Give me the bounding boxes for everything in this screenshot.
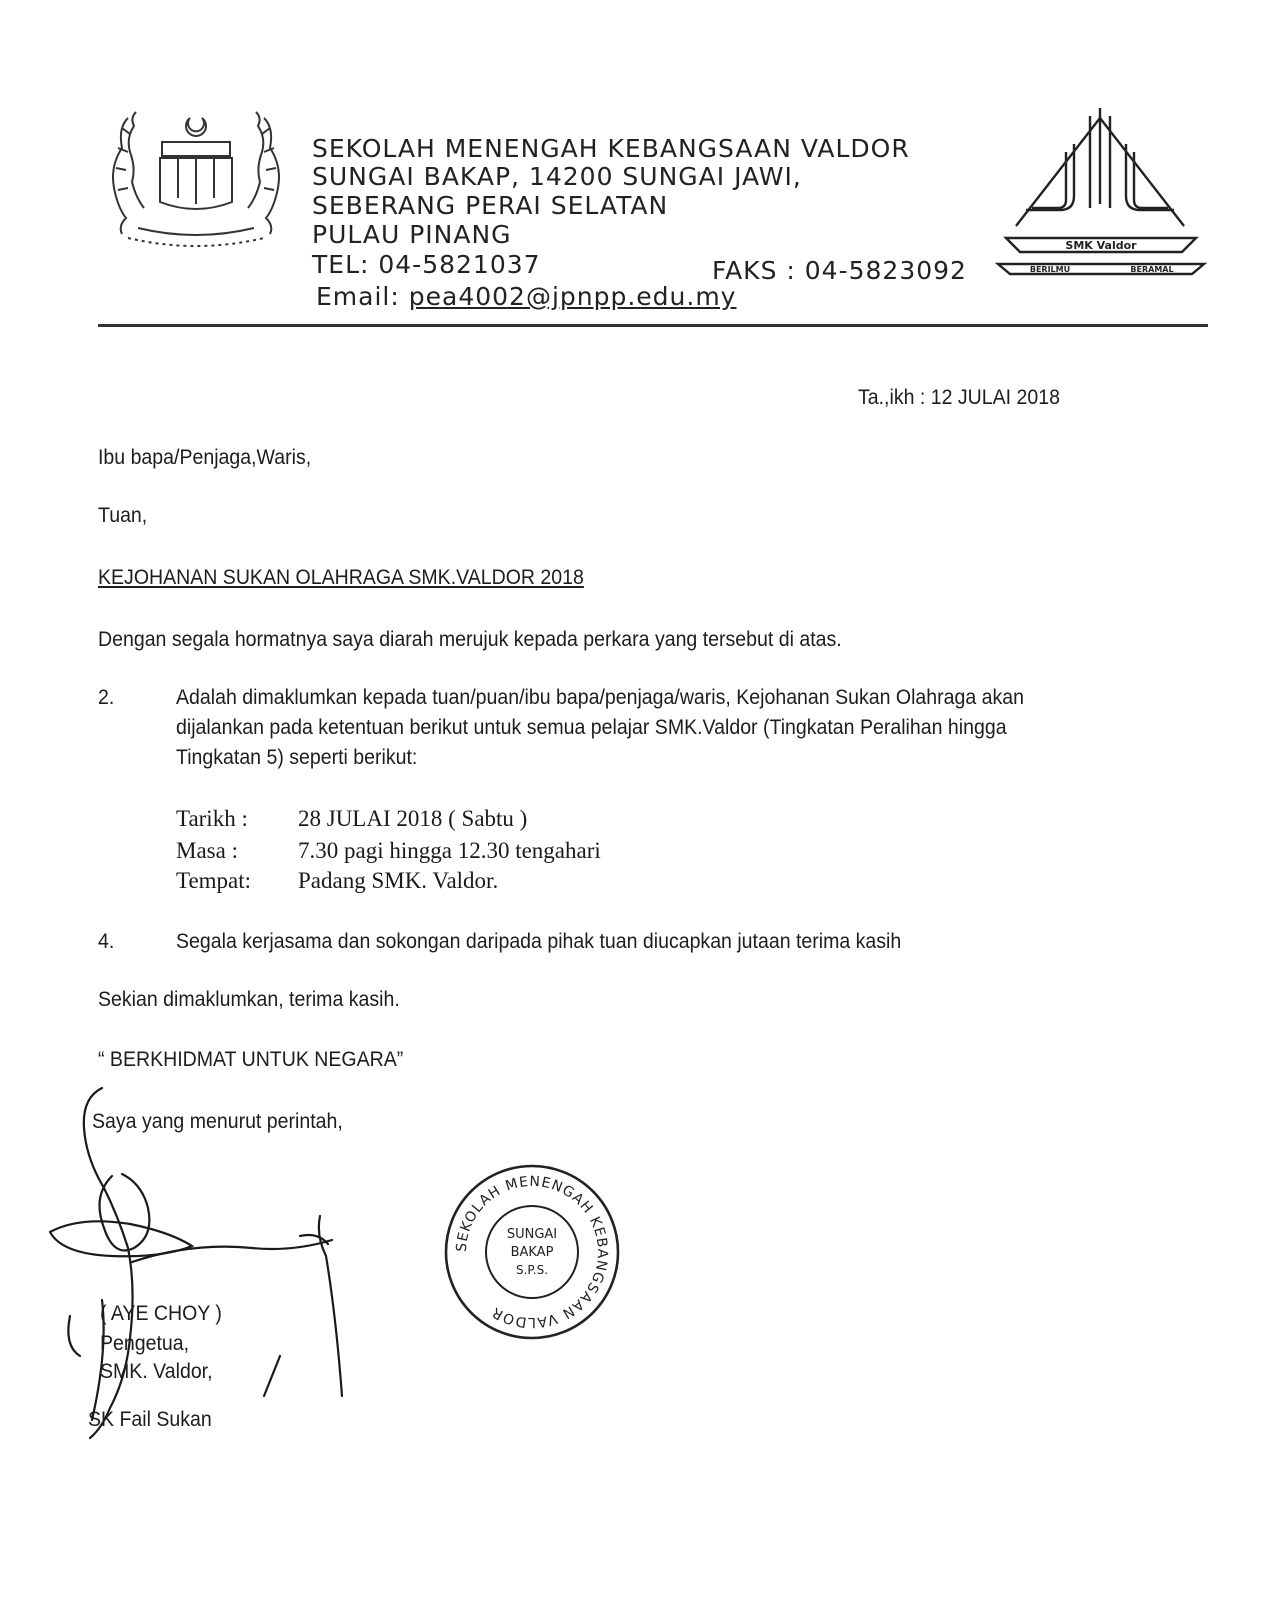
signatory-name: ( AYE CHOY ) <box>100 1302 222 1325</box>
detail-time-value: 7.30 pagi hingga 12.30 tengahari <box>298 838 601 863</box>
address-line-3: PULAU PINANG <box>312 220 512 249</box>
salutation: Tuan, <box>98 504 148 527</box>
recipient: Ibu bapa/Penjaga,Waris, <box>98 446 312 469</box>
logo-motto-right: BERAMAL <box>1130 265 1174 274</box>
signatory-school: SMK. Valdor, <box>100 1360 213 1383</box>
para-2-number: 2. <box>98 686 115 709</box>
stamp-center-line-3: S.P.S. <box>515 1263 549 1277</box>
jata-negara-crest-icon <box>98 98 294 270</box>
stamp-center-line-2: BAKAP <box>510 1245 554 1260</box>
email-link[interactable]: pea4002@jpnpp.edu.my <box>408 282 737 311</box>
logo-motto-left: BERILMU <box>1029 265 1071 274</box>
address-line-1: SUNGAI BAKAP, 14200 SUNGAI JAWI, <box>312 162 802 191</box>
detail-venue-value: Padang SMK. Valdor. <box>298 868 499 893</box>
telephone: TEL: 04-5821037 <box>312 250 541 279</box>
signoff: Saya yang menurut perintah, <box>92 1110 343 1133</box>
handwritten-signature <box>40 1066 370 1456</box>
subject: KEJOHANAN SUKAN OLAHRAGA SMK.VALDOR 2018 <box>98 566 584 589</box>
signatory-title: Pengetua, <box>100 1332 190 1355</box>
motto: “ BERKHIDMAT UNTUK NEGARA” <box>98 1048 404 1071</box>
closing-line: Sekian dimaklumkan, terima kasih. <box>98 988 400 1011</box>
stamp-center-line-1: SUNGAI <box>506 1227 558 1242</box>
letterhead-divider <box>98 324 1208 327</box>
detail-date-value: 28 JULAI 2018 ( Sabtu ) <box>298 806 528 831</box>
stamp-ring-text: SEKOLAH MENENGAH KEBANGSAAN VALDOR <box>453 1173 611 1331</box>
school-stamp <box>442 1162 622 1342</box>
opening-line: Dengan segala hormatnya saya diarah merujuk kepada perkara yang tersebut di atas. <box>98 628 842 651</box>
detail-venue-label: Tempat: <box>176 868 252 893</box>
school-name: SEKOLAH MENENGAH KEBANGSAAN VALDOR <box>312 134 910 163</box>
para-4-number: 4. <box>98 930 115 953</box>
detail-date-label: Tarikh : <box>176 806 248 831</box>
email-label: Email: <box>316 282 400 311</box>
address-line-2: SEBERANG PERAI SELATAN <box>312 191 669 220</box>
letter-date: Ta.,ikh : 12 JULAI 2018 <box>858 386 1060 409</box>
para-2-line-3: Tingkatan 5) seperti berikut: <box>176 746 418 769</box>
detail-time-label: Masa : <box>176 838 238 863</box>
para-2-line-1: Adalah dimaklumkan kepada tuan/puan/ibu bapa/penjaga/waris, Kejohanan Sukan Olahraga akan <box>176 686 1025 709</box>
para-4-text: Segala kerjasama dan sokongan daripada pihak tuan diucapkan jutaan terima kasih <box>176 930 902 953</box>
school-logo <box>996 104 1206 286</box>
email-row <box>316 282 736 312</box>
cc-line: SK Fail Sukan <box>88 1408 212 1431</box>
para-2-line-2: dijalankan pada ketentuan berikut untuk semua pelajar SMK.Valdor (Tingkatan Peralihan hingga <box>176 716 1007 739</box>
logo-name: SMK Valdor <box>1065 239 1137 252</box>
fax: FAKS : 04-5823092 <box>712 256 967 285</box>
